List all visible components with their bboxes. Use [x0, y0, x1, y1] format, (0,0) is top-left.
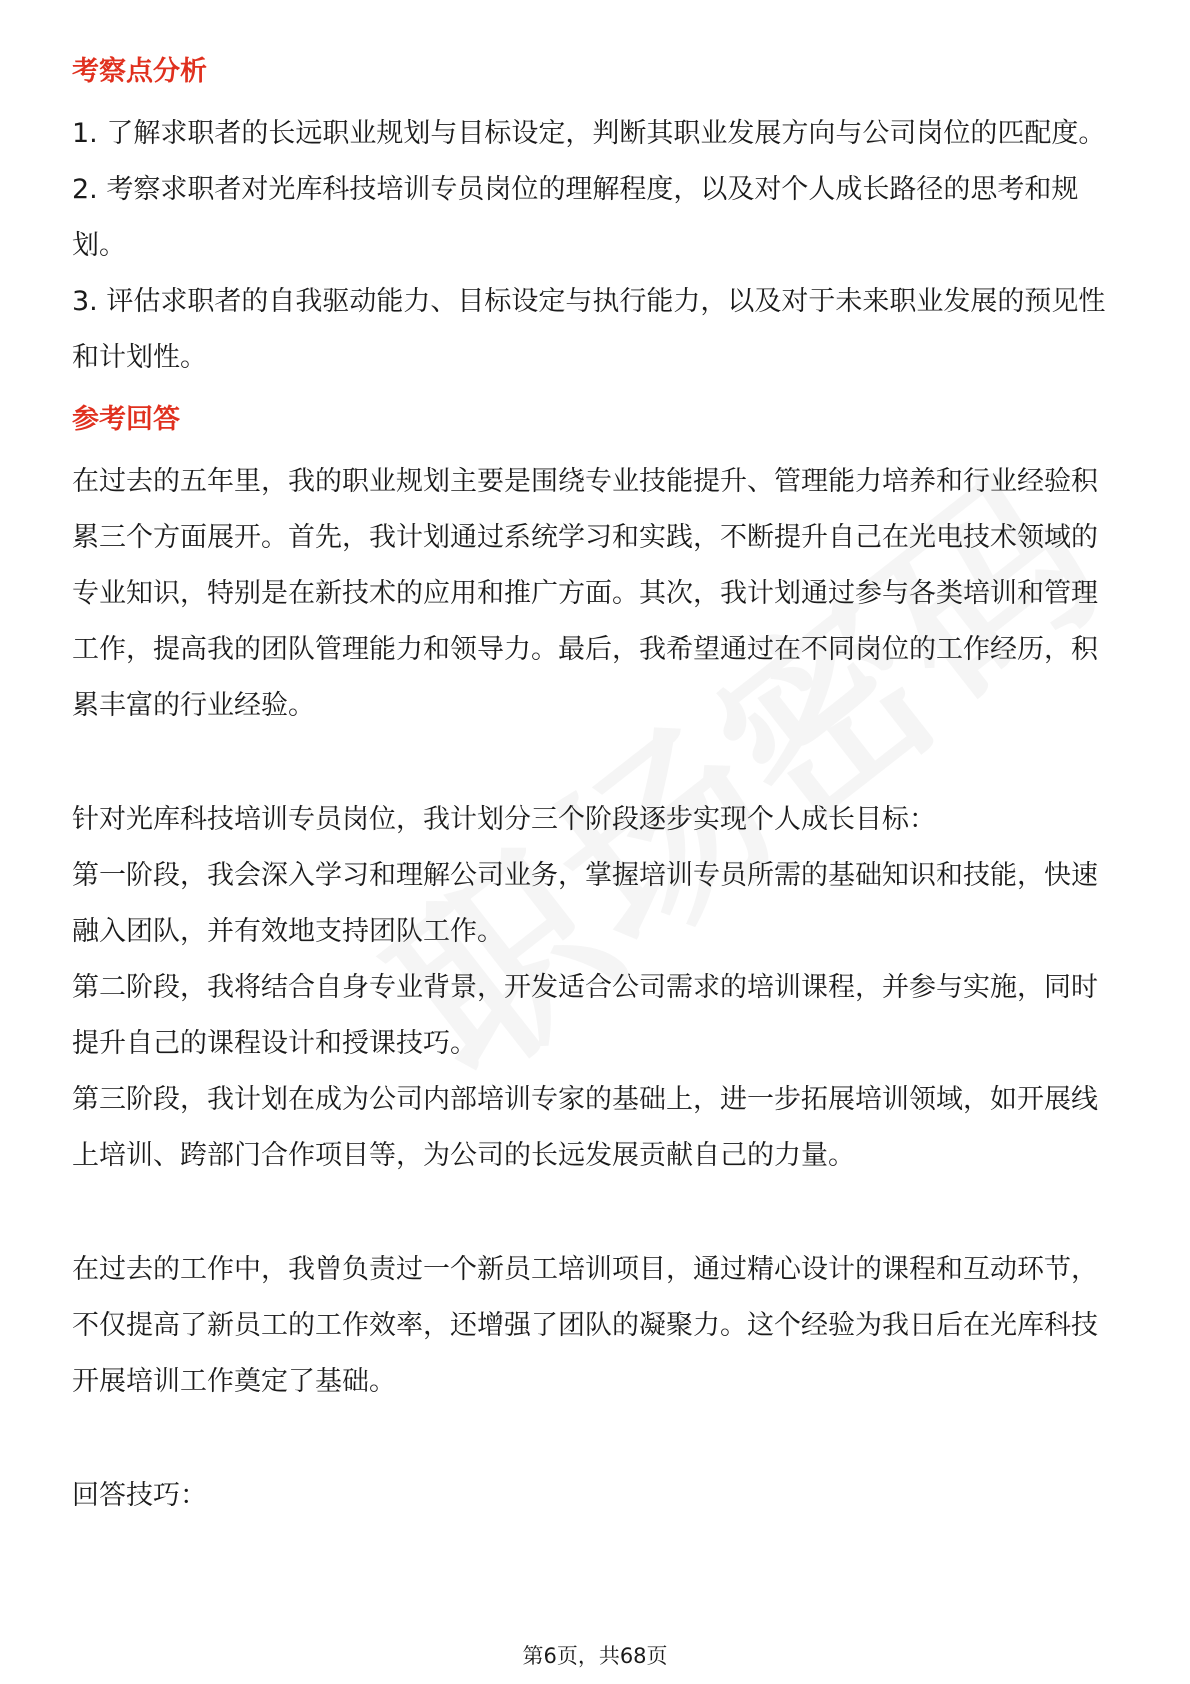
plan-intro: 针对光库科技培训专员岗位，我计划分三个阶段逐步实现个人成长目标：	[72, 804, 936, 835]
stage-2: 第二阶段，我将结合自身专业背景，开发适合公司需求的培训课程，并参与实施，同时提升自己的课程设计和授课技巧。	[72, 972, 1098, 1059]
analysis-item-1: 1. 了解求职者的长远职业规划与目标设定，判断其职业发展方向与公司岗位的匹配度。	[72, 118, 1106, 149]
reference-paragraph-1: 在过去的五年里，我的职业规划主要是围绕专业技能提升、管理能力培养和行业经验积累三个方面展开。首先，我计划通过系统学习和实践，不断提升自己在光电技术领域的专业知识，特别是在新技术的应用和推广方面。其次，我计划通过参与各类培训和管理工作，提高我的团队管理能力和领导力。最后，我希望通过在不同岗位的工作经历，积累丰富的行业经验。	[72, 466, 1098, 721]
analysis-heading: 考察点分析	[72, 56, 207, 87]
analysis-item-2: 2. 考察求职者对光库科技培训专员岗位的理解程度，以及对个人成长路径的思考和规划。	[72, 174, 1079, 261]
analysis-item-3: 3. 评估求职者的自我驱动能力、目标设定与执行能力，以及对于未来职业发展的预见性和计划性。	[72, 286, 1106, 373]
tips-label: 回答技巧：	[72, 1480, 207, 1511]
stage-1: 第一阶段，我会深入学习和理解公司业务，掌握培训专员所需的基础知识和技能，快速融入团队，并有效地支持团队工作。	[72, 860, 1098, 947]
page-number: 第6页，共68页	[522, 1644, 668, 1668]
page-content	[72, 50, 1122, 1524]
reference-heading: 参考回答	[72, 404, 180, 435]
reference-paragraph-3: 在过去的工作中，我曾负责过一个新员工培训项目，通过精心设计的课程和互动环节，不仅提高了新员工的工作效率，还增强了团队的凝聚力。这个经验为我日后在光库科技开展培训工作奠定了基础。	[72, 1254, 1098, 1397]
stage-3: 第三阶段，我计划在成为公司内部培训专家的基础上，进一步拓展培训领域，如开展线上培训、跨部门合作项目等，为公司的长远发展贡献自己的力量。	[72, 1084, 1098, 1171]
